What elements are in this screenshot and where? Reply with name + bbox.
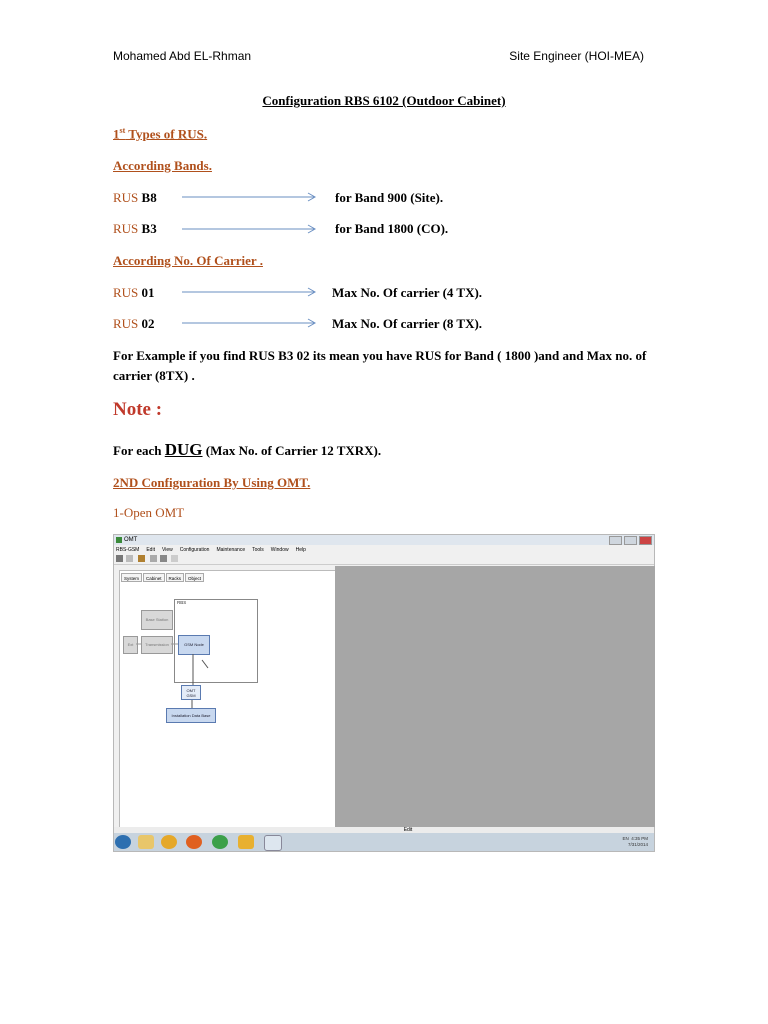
omt-menu-bar [114,546,654,554]
disconnect-icon[interactable] [126,555,133,562]
menu-window[interactable]: Window [270,547,289,553]
band-b3-desc: for Band 1800 (CO). [335,221,449,236]
carrier-heading: According No. Of Carrier . [113,253,263,268]
menu-rbs-gsm[interactable]: RBS-GSM [116,547,140,553]
arrow-icon [182,287,318,297]
tab-racks[interactable]: Racks [166,573,185,582]
omt-window-title: OMT [124,537,138,543]
gsm-node[interactable]: GSM Node [178,635,210,655]
transmission-node[interactable]: Transmission [141,636,173,654]
chrome-icon[interactable] [212,835,228,849]
carrier-01-desc: Max No. Of carrier (4 TX). [332,285,483,300]
arrow-icon [182,318,318,328]
arrow-icon [182,192,318,202]
note-label: Note : [113,399,163,420]
omt-title-bar [114,535,654,545]
close-button[interactable] [639,536,652,545]
bands-heading: According Bands. [113,158,212,173]
omt-workspace [335,566,655,827]
rus-row-b3: RUS B3 [113,221,157,236]
omt-connector [190,700,194,709]
open-omt-step: 1-Open OMT [113,505,185,520]
omt-toolbar [114,554,654,565]
omt-node[interactable]: OMT GSM [181,685,201,700]
connect-icon[interactable] [116,555,123,562]
menu-help[interactable]: Help [295,547,306,553]
app-icon[interactable] [238,835,254,849]
system-tray [622,836,648,848]
media-player-icon[interactable] [161,835,177,849]
tab-object[interactable]: Object [185,573,204,582]
tab-cabinet[interactable]: Cabinet [143,573,165,582]
omt-screenshot [113,534,655,852]
menu-configuration[interactable]: Configuration [179,547,210,553]
menu-tools[interactable]: Tools [252,547,264,553]
example-paragraph: For Example if you find RUS B3 02 its mean you have RUS for Band ( 1800 )and and Max no. of carrier (8TX) . [113,348,647,383]
windows-taskbar [114,833,654,851]
omt-taskbar-icon[interactable] [264,835,282,851]
rus-row-01: RUS 01 [113,285,155,300]
carrier-02-desc: Max No. Of carrier (8 TX). [332,316,483,331]
clock-date: 7/31/2014 [627,842,648,847]
print-icon[interactable] [171,555,178,562]
status-text: Edit [403,827,413,833]
maximize-button[interactable] [624,536,637,545]
rus-row-02: RUS 02 [113,316,155,331]
firefox-icon[interactable] [186,835,202,849]
ext-node[interactable]: Ext [123,636,138,654]
section-types-heading: 1st Types of RUS. [113,126,208,142]
rbs-frame: RBS [174,599,258,683]
clock-time: 4:35 PM [631,836,648,841]
minimize-button[interactable] [609,536,622,545]
diagram-connectors [134,628,234,688]
menu-maintenance[interactable]: Maintenance [216,547,246,553]
band-b8-desc: for Band 900 (Site). [335,190,444,205]
start-button-icon[interactable] [115,835,131,849]
wrench-icon[interactable] [138,555,145,562]
refresh-icon[interactable] [150,555,157,562]
save-icon[interactable] [160,555,167,562]
author-name: Mohamed Abd EL-Rhman [113,49,252,63]
folder-icon[interactable] [138,835,154,849]
rus-row-b8: RUS B8 [113,190,157,205]
omt-tabs [121,573,205,582]
author-role: Site Engineer (HOI-MEA) [509,49,644,63]
page-title: Configuration RBS 6102 (Outdoor Cabinet) [262,93,506,108]
menu-view[interactable]: View [161,547,173,553]
arrow-icon [182,224,318,234]
omt-app-icon [116,537,122,543]
language-indicator[interactable]: EN [622,836,629,841]
installation-database-node[interactable]: Installation Data Base [166,708,216,723]
base-station-node[interactable]: Base Station [141,610,173,630]
tab-system[interactable]: System [121,573,142,582]
dug-line: For each DUG (Max No. of Carrier 12 TXRX). [113,440,382,459]
section-omt-heading: 2ND Configuration By Using OMT. [113,475,311,490]
menu-edit[interactable]: Edit [146,547,155,553]
